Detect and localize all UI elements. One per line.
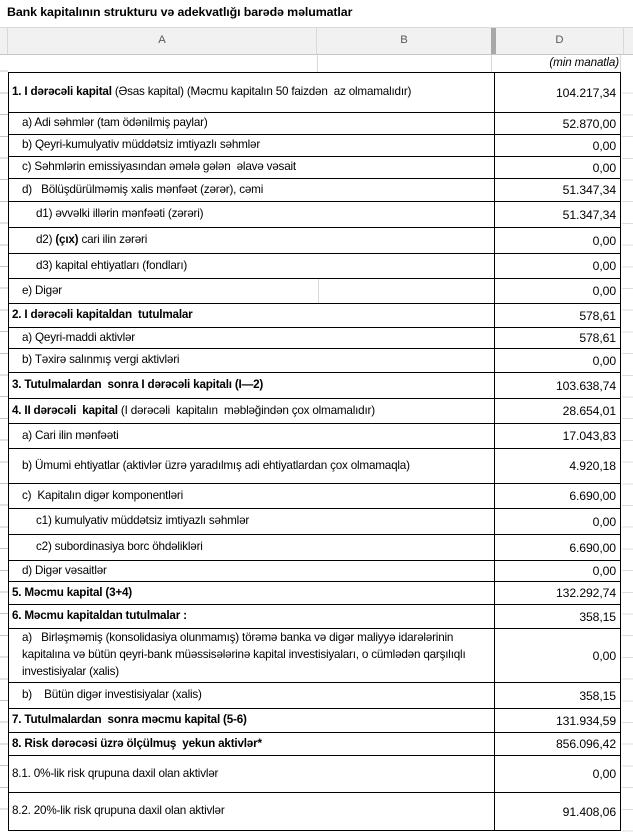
table-row[interactable] [9, 605, 620, 629]
cell-value[interactable]: 6.690,00 [494, 535, 620, 560]
cell-label[interactable]: a) Adi səhmlər (tam ödənilmiş paylar) [22, 116, 208, 130]
cell-label[interactable]: a) Cari ilin mənfəəti [22, 428, 119, 442]
row-boundary-ticks-left [0, 55, 8, 832]
units-row [0, 55, 633, 72]
table-row[interactable] [9, 561, 620, 582]
cell-label[interactable]: 6. Məcmu kapitaldan tutulmalar : [12, 609, 187, 623]
cell-label[interactable]: 7. Tutulmalardan sonra məcmu kapital (5-6) [12, 713, 247, 727]
table-row[interactable] [9, 228, 620, 254]
cell-value[interactable]: 578,61 [494, 304, 620, 327]
cell-value[interactable]: 0,00 [494, 509, 620, 534]
cell-value[interactable]: 132.292,74 [494, 582, 620, 604]
cell-label[interactable]: e) Digər [22, 283, 62, 297]
cell-value[interactable]: 104.217,34 [494, 73, 620, 112]
cell-value[interactable]: 0,00 [494, 349, 620, 372]
cell-value[interactable]: 358,15 [494, 605, 620, 628]
table-row[interactable] [9, 349, 620, 373]
cell-value[interactable]: 17.043,83 [494, 424, 620, 448]
cell-value[interactable]: 0,00 [494, 254, 620, 278]
cell-label[interactable]: 8. Risk dərəcəsi üzrə ölçülmuş yekun aktivlər* [12, 736, 262, 750]
cell-label[interactable]: d2) (çıx) cari ilin zərəri [36, 233, 148, 247]
table-row[interactable] [9, 254, 620, 279]
empty-cell[interactable] [318, 279, 494, 303]
table-row[interactable] [9, 373, 620, 399]
cell-label[interactable]: b) Bütün digər investisiyalar (xalis) [22, 688, 202, 702]
table-row[interactable] [9, 157, 620, 179]
column-header-strip [0, 27, 633, 55]
cell-label[interactable]: 5. Məcmu kapital (3+4) [12, 585, 132, 599]
cell-value[interactable]: 0,00 [494, 135, 620, 156]
gridline [317, 55, 318, 72]
cell-label[interactable]: 4. II dərəcəli kapital (I dərəcəli kapitalın məbləğindən çox olmamalıdır) [12, 403, 375, 417]
cell-value[interactable]: 0,00 [494, 561, 620, 581]
cell-label[interactable]: d) Digər vəsaitlər [22, 563, 107, 577]
table-row[interactable] [9, 449, 620, 484]
cell-value[interactable]: 0,00 [494, 756, 620, 792]
cell-value[interactable]: 131.934,59 [494, 709, 620, 732]
cell-value[interactable]: 358,15 [494, 683, 620, 708]
column-header-edge [624, 28, 633, 54]
cell-label[interactable]: d) Bölüşdürülməmiş xalis mənfəət (zərər), cəmi [22, 182, 264, 196]
table-row[interactable] [9, 399, 620, 424]
cell-label[interactable]: 8.1. 0%-lik risk qrupuna daxil olan aktivlər [12, 766, 219, 780]
cell-label[interactable]: c) Səhmlərin emissiyasından əmələ gələn əlavə vəsait [22, 160, 296, 174]
cell-label[interactable]: c) Kapitalın digər komponentləri [22, 488, 184, 502]
table-row[interactable] [9, 328, 620, 349]
table-row[interactable] [9, 509, 620, 535]
table-row[interactable] [9, 793, 620, 830]
table-row[interactable] [9, 279, 620, 304]
units-note[interactable]: (min manatla) [549, 56, 619, 69]
cell-value[interactable]: 0,00 [494, 228, 620, 253]
cell-label[interactable]: 3. Tutulmalardan sonra I dərəcəli kapitalı (I—2) [12, 378, 264, 392]
table-row[interactable] [9, 582, 620, 605]
column-header-a[interactable]: A [8, 28, 317, 54]
cell-label[interactable]: b) Təxirə salınmış vergi aktivləri [22, 353, 180, 367]
cell-value[interactable]: 4.920,18 [494, 449, 620, 483]
cell-label[interactable]: 1. I dərəcəli kapital (Əsas kapital) (Məcmu kapitalın 50 faizdən az olmamalıdır) [12, 85, 412, 99]
cell-value[interactable]: 51.347,34 [494, 179, 620, 201]
cell-label[interactable]: b) Qeyri-kumulyativ müddətsiz imtiyazlı səhmlər [22, 138, 261, 152]
cell-value[interactable]: 856.096,42 [494, 733, 620, 755]
cell-value[interactable]: 28.654,01 [494, 399, 620, 423]
table-row[interactable] [9, 202, 620, 228]
row-boundary-ticks-right [622, 72, 633, 832]
table-row[interactable] [9, 535, 620, 561]
table-row[interactable] [9, 756, 620, 793]
cell-label[interactable]: b) Ümumi ehtiyatlar (aktivlər üzrə yaradılmış adi ehtiyatlardan çox olmamaqla) [22, 458, 410, 472]
cell-value[interactable]: 0,00 [494, 629, 620, 682]
cell-label[interactable]: d3) kapital ehtiyatları (fondları) [36, 258, 188, 272]
cell-label[interactable]: d1) əvvəlki illərin mənfəəti (zərəri) [36, 207, 204, 221]
table-row[interactable] [9, 484, 620, 509]
table-row[interactable] [9, 733, 620, 756]
table-row[interactable] [9, 709, 620, 733]
cell-value[interactable]: 578,61 [494, 328, 620, 348]
cell-value[interactable]: 6.690,00 [494, 484, 620, 508]
table-row[interactable] [9, 179, 620, 202]
capital-table [8, 72, 621, 831]
cell-value[interactable]: 91.408,06 [494, 793, 620, 830]
row-header-corner [0, 28, 8, 54]
table-row[interactable] [9, 629, 620, 683]
cell-value[interactable]: 103.638,74 [494, 373, 620, 398]
table-row[interactable] [9, 304, 620, 328]
cell-value[interactable]: 52.870,00 [494, 113, 620, 134]
table-row[interactable] [9, 135, 620, 157]
table-row[interactable] [9, 73, 620, 113]
cell-label[interactable]: 8.2. 20%-lik risk qrupuna daxil olan aktivlər [12, 804, 225, 818]
column-header-d[interactable]: D [496, 28, 624, 54]
gridline [491, 55, 492, 72]
cell-label[interactable]: c1) kumulyativ müddətsiz imtiyazlı səhmlər [36, 514, 250, 528]
cell-value[interactable]: 0,00 [494, 279, 620, 303]
cell-label[interactable]: 2. I dərəcəli kapitaldan tutulmalar [12, 308, 193, 322]
sheet-title: Bank kapitalının strukturu və adekvatlığı barədə məlumatlar [7, 5, 353, 19]
cell-value[interactable]: 0,00 [494, 157, 620, 178]
column-header-b[interactable]: B [400, 34, 408, 46]
cell-label[interactable]: a) Birləşməmiş (konsolidasiya olunmamış) törəmə banka və digər maliyyə idarələrinin kapitalına və bütün qeyri-bank müəssisələrinə kapital investisiyaları, o cümlədən qarşılıqlı investisiyalar (xalis) [22, 631, 469, 678]
gridline [620, 55, 621, 72]
table-row[interactable] [9, 113, 620, 135]
table-row[interactable] [9, 424, 620, 449]
cell-label[interactable]: c2) subordinasiya borc öhdəlikləri [36, 540, 203, 554]
cell-label[interactable]: a) Qeyri-maddi aktivlər [22, 330, 135, 344]
cell-value[interactable]: 51.347,34 [494, 202, 620, 227]
table-row[interactable] [9, 683, 620, 709]
